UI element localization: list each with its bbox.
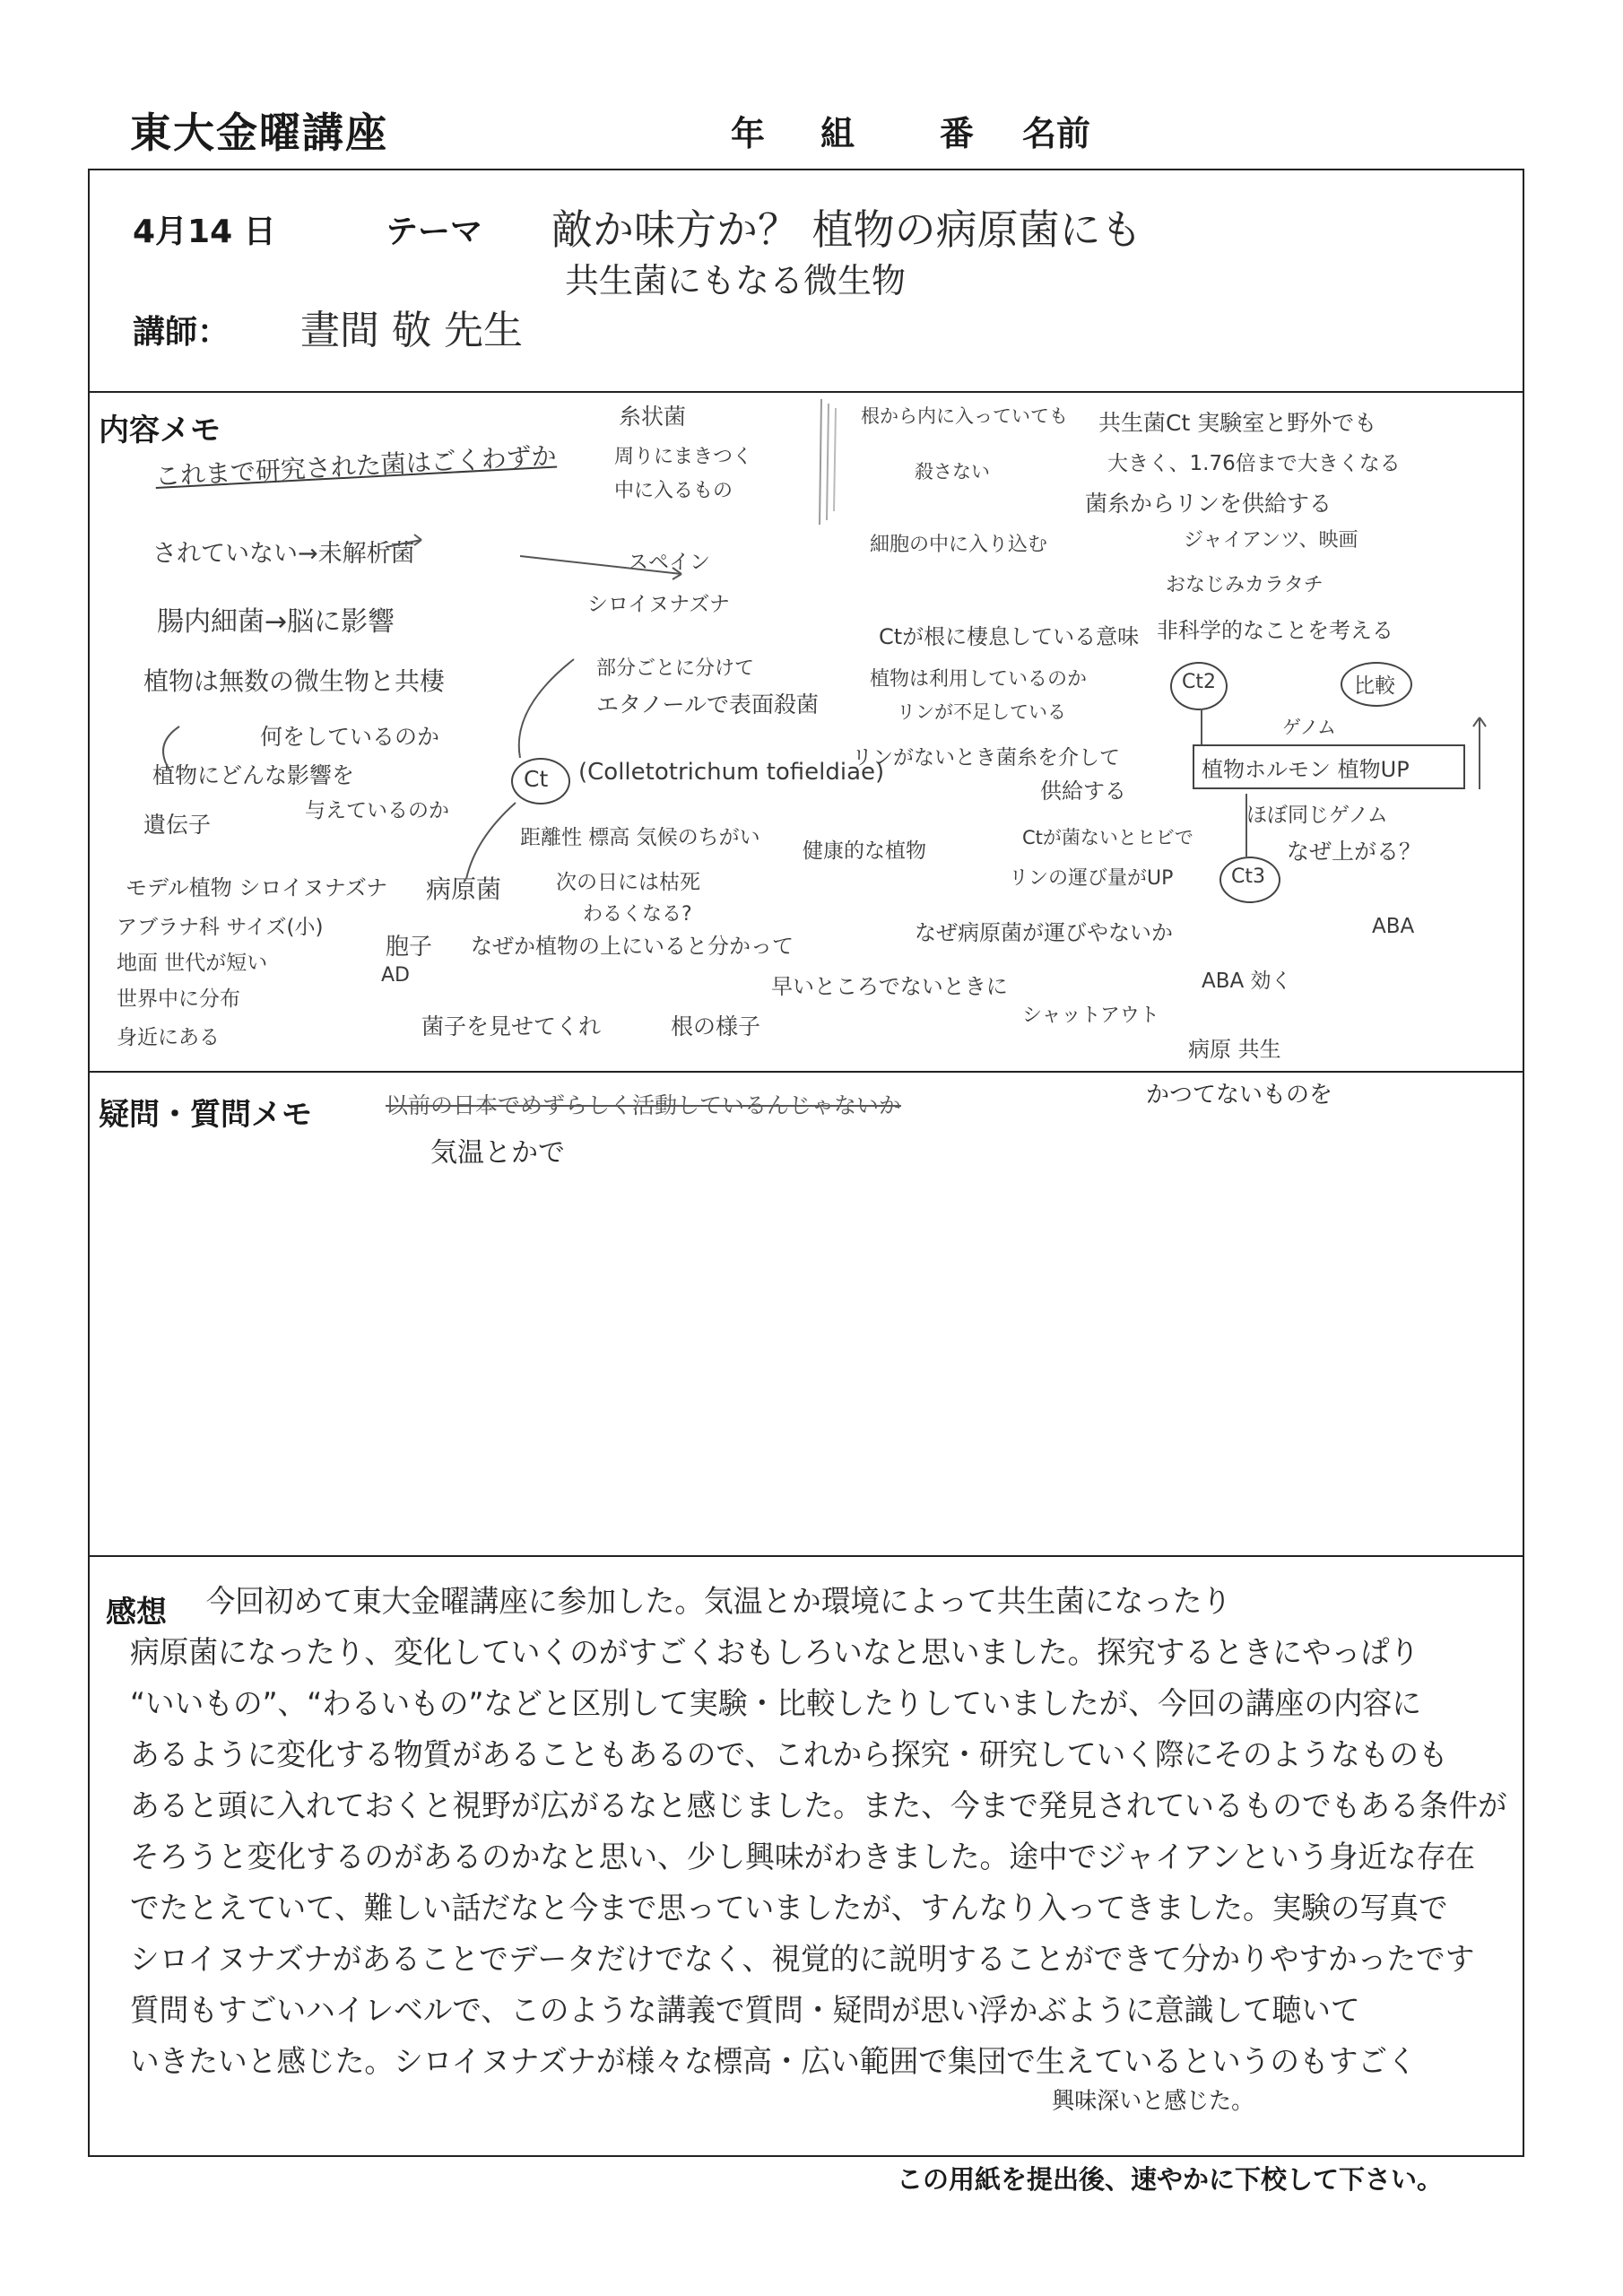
memo-note: わるくなる? [583, 903, 692, 926]
memo-note: 与えているのか [305, 799, 449, 822]
memo-note: Ct [524, 766, 549, 792]
field-name: 名前 [1022, 114, 1091, 153]
memo-note: 世界中に分布 [117, 987, 240, 1011]
memo-note: 胞子 [386, 934, 433, 961]
memo-note: 菌子を見せてくれ [421, 1013, 602, 1039]
memo-note: 殺さない [915, 461, 990, 483]
session-date: 4月14 日 [133, 213, 276, 250]
memo-note: 糸状菌 [619, 404, 687, 430]
memo-note: 身近にある [117, 1026, 220, 1049]
memo-note: 比較 [1354, 674, 1395, 698]
memo-note: 健康的な植物 [803, 839, 926, 863]
memo-note: AD [381, 964, 410, 987]
memo-note: ABA [1372, 915, 1415, 938]
impression-line: 今回初めて東大金曜講座に参加した。気温とか環境によって共生菌になったり [205, 1584, 1232, 1620]
question-note: 気温とかで [430, 1137, 565, 1169]
question-note: かつてないものを [1146, 1082, 1333, 1109]
memo-note: 大きく、1.76倍まで大きくなる [1107, 452, 1401, 475]
memo-note: 植物にどんな影響を [152, 762, 355, 788]
lecturer-name: 晝間 敬 先生 [300, 308, 523, 353]
memo-note: おなじみカラタチ [1166, 574, 1324, 596]
memo-note: 供給する [1040, 778, 1126, 804]
memo-note: アブラナ科 サイズ(小) [117, 916, 324, 939]
memo-note: 病原菌 [426, 874, 502, 904]
impression-line: いきたいと感じた。シロイヌナズナが様々な標高・広い範囲で集団で生えているというのもすごく [130, 2044, 1417, 2080]
memo-note: (Colletotrichum tofieldiae) [578, 759, 885, 786]
memo-note: されていない→未解析菌 [152, 540, 415, 568]
lecturer-label: 講師： [133, 314, 230, 351]
theme-label: テーマ [386, 213, 483, 250]
impression-line: でたとえていて、難しい話だなと今まで思っていましたが、すんなり入ってきました。実験の写真で [130, 1891, 1448, 1926]
footer-notice: この用紙を提出後、速やかに下校して下さい。 [897, 2164, 1444, 2195]
memo-note: 菌糸からリンを供給する [1085, 491, 1332, 517]
memo-note: 根から内に入っていても [861, 405, 1068, 427]
memo-note: Ctが根に棲息している意味 [879, 624, 1140, 649]
impression-line: あるように変化する物質があることもあるので、これから探究・研究していく際にそのようなものも [130, 1737, 1448, 1773]
field-number: 番 [940, 114, 975, 153]
memo-note: なぜ病原菌が運びやないか [915, 920, 1173, 945]
memo-note: ジャイアンツ、映画 [1184, 529, 1358, 552]
field-class: 組 [820, 114, 855, 153]
memo-note: Ctが菌ないとヒビで [1022, 827, 1193, 848]
memo-note: 次の日には枯死 [556, 871, 700, 894]
course-title: 東大金曜講座 [130, 109, 388, 157]
theme-line-2: 共生菌にもなる微生物 [565, 261, 907, 300]
memo-note: 早いところでないときに [771, 974, 1008, 999]
theme-line-1: 敵か味方か？ 植物の病原菌にも [551, 205, 1142, 254]
memo-note: ABA 効く [1202, 970, 1292, 993]
impression-line: 質問もすごいハイレベルで、このような講義で質問・疑問が思い浮かぶように意識して聴いて [130, 1993, 1360, 2029]
memo-note: リンが不足している [897, 701, 1066, 723]
memo-note: 中に入るもの [614, 480, 733, 502]
memo-note: リンがないとき菌糸を介して [852, 746, 1120, 770]
question-label: 疑問・質問メモ [99, 1097, 312, 1133]
memo-note: リンの運び量がUP [1009, 867, 1174, 890]
memo-arrows [90, 170, 1524, 1067]
memo-note: Ct2 [1182, 671, 1216, 693]
memo-note: スペイン [628, 551, 710, 574]
impressions-text [130, 1577, 1563, 2115]
memo-note: モデル植物 シロイヌナズナ [126, 875, 388, 900]
memo-note: 地面 世代が短い [117, 952, 268, 975]
impressions-label: 感想 [106, 1595, 167, 1631]
impression-line: そろうと変化するのがあるのかなと思い、少し興味がわきました。途中でジャイアンという身近な存在 [130, 1839, 1476, 1875]
memo-note: 植物は無数の微生物と共棲 [143, 666, 446, 696]
memo-note: 何をしているのか [260, 724, 440, 750]
memo-note: 細胞の中に入り込む [870, 534, 1048, 556]
memo-note: 共生菌Ct 実験室と野外でも [1098, 410, 1377, 436]
memo-label: 内容メモ [99, 413, 221, 448]
impression-line: 興味深いと感じた。 [1052, 2088, 1254, 2115]
memo-note: なぜか植物の上にいると分かって [471, 934, 794, 959]
memo-note: 腸内細菌→脳に影響 [157, 606, 395, 638]
memo-note: シャットアウト [1022, 1004, 1159, 1027]
memo-note: ゲノム [1282, 717, 1337, 738]
impression-line: シロイヌナズナがあることでデータだけでなく、視覚的に説明することができて分かりやすかったです [130, 1942, 1475, 1978]
divider-memo [90, 1071, 1523, 1073]
memo-note: 部分ごとに分けて [596, 657, 755, 680]
memo-note: Ct3 [1231, 865, 1265, 888]
memo-note: 距離性 標高 気候のちがい [520, 826, 760, 849]
report-form [88, 169, 1524, 2157]
memo-note: 病原 共生 [1188, 1037, 1281, 1062]
memo-note: 遺伝子 [143, 812, 212, 838]
divider-question [90, 1555, 1523, 1557]
question-note-struck: 以前の日本でめずらしく活動しているんじゃないか [386, 1092, 902, 1118]
impression-line: 病原菌になったり、変化していくのがすごくおもしろいなと思いました。探究するときにやっぱり [130, 1635, 1419, 1671]
field-year: 年 [731, 114, 766, 153]
memo-note: ほぼ同じゲノム [1246, 804, 1388, 827]
memo-note: 根の様子 [671, 1013, 761, 1039]
impression-line: あると頭に入れておくと視野が広がるなと感じました。また、今まで発見されているものでもある条件が [130, 1788, 1507, 1824]
impression-line: “いいもの”、“わるいもの”などと区別して実験・比較したりしていましたが、今回の講座の内容に [130, 1686, 1422, 1722]
memo-note: 植物は利用しているのか [870, 668, 1088, 691]
memo-note: 周りにまきつく [614, 446, 753, 468]
memo-note: これまで研究された菌はごくわずか [154, 440, 558, 491]
memo-note: エタノールで表面殺菌 [596, 691, 820, 718]
memo-note: シロイヌナズナ [587, 593, 730, 616]
memo-note: なぜ上がる？ [1287, 839, 1422, 865]
memo-note: 非科学的なことを考える [1157, 618, 1393, 643]
memo-note: 植物ホルモン 植物UP [1202, 757, 1410, 782]
